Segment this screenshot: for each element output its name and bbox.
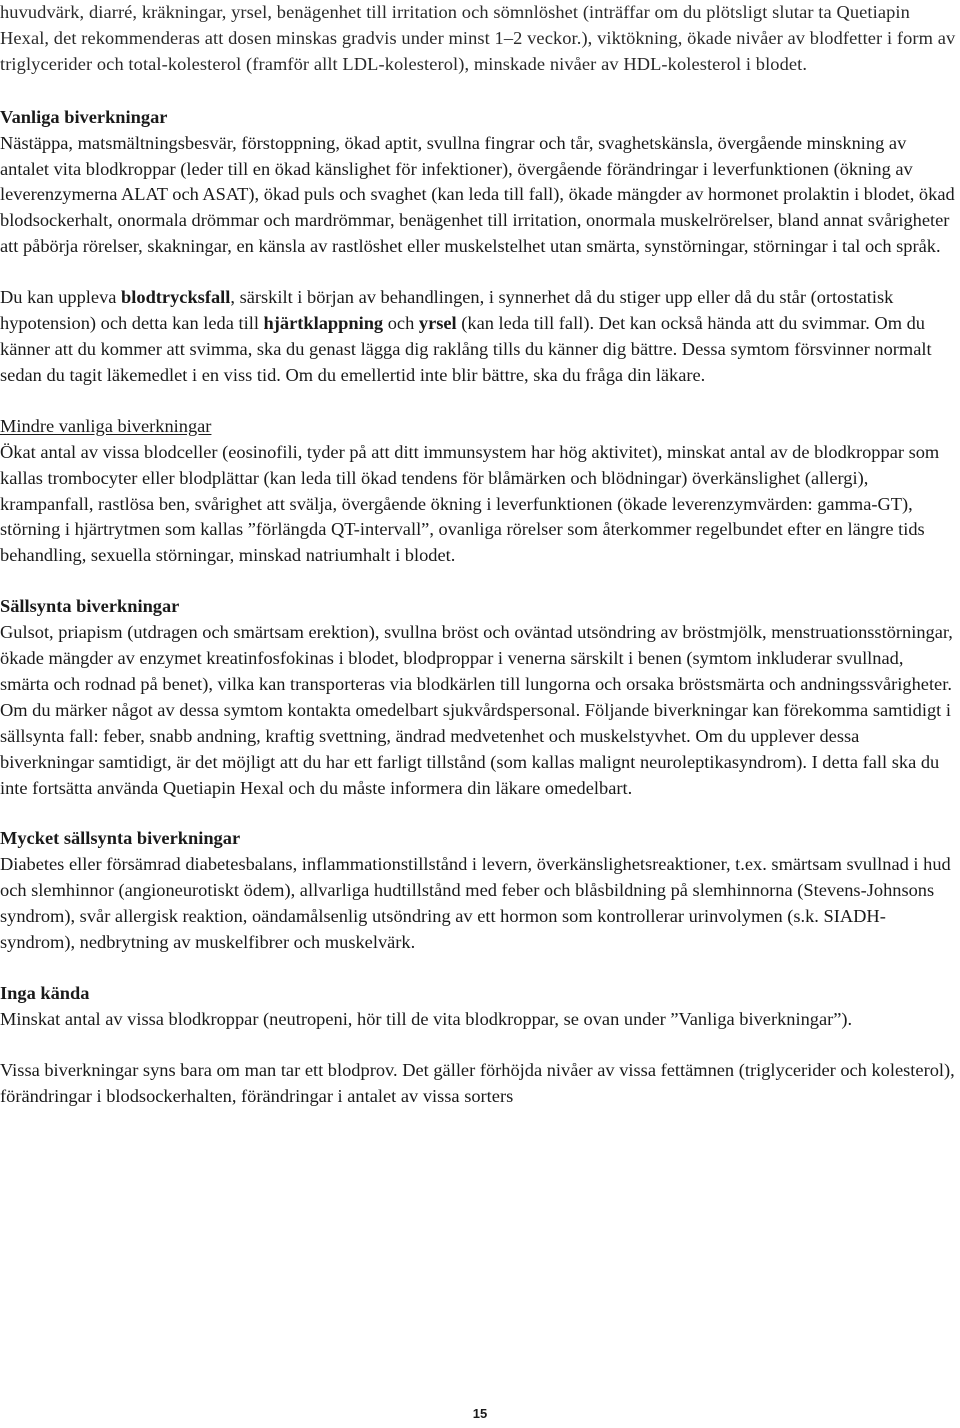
heading-uncommon-side-effects: Mindre vanliga biverkningar: [0, 415, 212, 436]
blood-pressure-text-3: och: [383, 313, 419, 334]
blood-pressure-text-4: (kan leda till fall). Det kan också hända att du svimmar. Om du känner att du kommer att svimma, ska du genast lägga dig raklång tills du känner dig bättre. Dessa symtom försvinner normalt sedan du tagit läkemedlet i en viss tid. Om du emellertid inte blir bättre, ska du fråga din läkare.: [0, 313, 932, 385]
palpitations-term: hjärtklappning: [263, 313, 384, 334]
heading-unknown-frequency: Inga kända: [0, 983, 90, 1003]
uncommon-side-effects-text: Ökat antal av vissa blodceller (eosinofili, tyder på att ditt immunsystem har hög aktivitet), minskat antal av de blodkroppar som kallas trombocyter eller blodplättar (kan leda till ökad tendens för blåmärken och blödningar) överkänslighet (allergi), krampanfall, rastlösa ben, svårighet att svälja, övergående ökning i leverfunktionen (ökade leverenzymvärden: gamma-GT), störning i hjärtrytmen som kallas ”förlängda QT-intervall”, ovanliga rörelser som återkommer regelbundet efter en längre tids behandling, sexuella störningar, minskad natriumhalt i blodet.: [0, 441, 940, 566]
section-rare-side-effects: [0, 594, 957, 801]
dizziness-term: yrsel: [418, 313, 457, 334]
page-number: 15: [472, 1406, 488, 1421]
very-rare-side-effects-text: Diabetes eller försämrad diabetesbalans, inflammationstillstånd i levern, överkänslighetsreaktioner, t.ex. smärtsam svullnad i hud och slemhinnor (angioneurotiskt ödem), allvarliga hudtillstånd med feber och blåsbildning på slemhinnorna (Stevens-Johnsons syndrom), svår allergisk reaktion, oändamålsenlig utsöndring av ett hormon som kontrollerar urinvolymen (s.k. SIADH-syndrom), nedbrytning av muskelfibrer och muskelvärk.: [0, 854, 951, 953]
blood-pressure-text-1: Du kan uppleva: [0, 287, 122, 308]
blood-pressure-paragraph: [0, 285, 957, 389]
heading-common-side-effects: Vanliga biverkningar: [0, 106, 168, 127]
blood-test-paragraph: Vissa biverkningar syns bara om man tar ett blodprov. Det gäller förhöjda nivåer av vissa fettämnen (triglycerider och kolesterol), förändringar i blodsockerhalten, förändringar i antalet av vissa sorters: [0, 1059, 955, 1106]
heading-very-rare-side-effects: Mycket sällsynta biverkningar: [0, 828, 241, 849]
common-side-effects-text: Nästäppa, matsmältningsbesvär, förstoppning, ökad aptit, svullna fingrar och tår, svaghetskänsla, övergående minskning av antalet vita blodkroppar (leder till en ökad känslighet för infektioner), övergående förändringar i leverfunktionen (ökning av leverenzymerna ALAT och ASAT), ökad puls och svaghet (kan leda till fall), ökade mängder av hormonet prolaktin i blodet, ökad blodsockerhalt, onormala drömmar och mardrömmar, benägenhet till irritation, onormala muskelrörelser, bland annat svårigheter att påbörja rörelser, skakningar, en känsla av rastlöshet eller muskelstelhet utan smärta, synstörningar, störningar i tal och språk.: [0, 132, 955, 257]
unknown-frequency-text: Minskat antal av vissa blodkroppar (neutropeni, hör till de vita blodkroppar, se ovan under ”Vanliga biverkningar”).: [0, 1008, 853, 1029]
blood-pressure-term: blodtrycksfall: [121, 287, 231, 308]
section-very-rare-side-effects: [0, 826, 957, 956]
section-common-side-effects: [0, 105, 957, 260]
blood-pressure-text-2: , särskilt i början av behandlingen, i synnerhet då du stiger upp eller då du står (ortostatisk hypotension) och detta kan leda till: [0, 287, 894, 334]
rare-side-effects-text: Gulsot, priapism (utdragen och smärtsam erektion), svullna bröst och oväntad utsöndring av bröstmjölk, menstruationsstörningar, ökade mängder av enzymet kreatinfosfokinas i blodet, blodproppar i venerna särskilt i benen (symtom inkluderar svullnad, smärta och rodnad på benet), vilka kan transporteras via blodkärlen till lungorna och orsaka bröstsmärta och andningssvårigheter. Om du märker något av dessa symtom kontakta omedelbart sjukvårdspersonal. Följande biverkningar kan förekomma samtidigt i sällsynta fall: feber, snabb andning, kraftig svettning, ändrad medvetenhet och muskelstyvhet. Om du upplever dessa biverkningar samtidigt, är det möjligt att du har ett farligt tillstånd (som kallas malignt neuroleptikasyndrom). I detta fall ska du inte fortsätta använda Quetiapin Hexal och du måste informera din läkare omedelbart.: [0, 622, 953, 798]
section-unknown-frequency: [0, 981, 957, 1033]
section-uncommon-side-effects: [0, 414, 957, 569]
intro-paragraph: huvudvärk, diarré, kräkningar, yrsel, benägenhet till irritation och sömnlöshet (inträffar om du plötsligt slutar ta Quetiapin Hexal, det rekommenderas att dosen minskas gradvis under minst 1–2 veckor.), viktökning, ökade nivåer av blodfetter i form av triglycerider och total-kolesterol (framför allt LDL-kolesterol), minskade nivåer av HDL-kolesterol i blodet.: [0, 2, 956, 74]
heading-rare-side-effects: Sällsynta biverkningar: [0, 596, 180, 617]
